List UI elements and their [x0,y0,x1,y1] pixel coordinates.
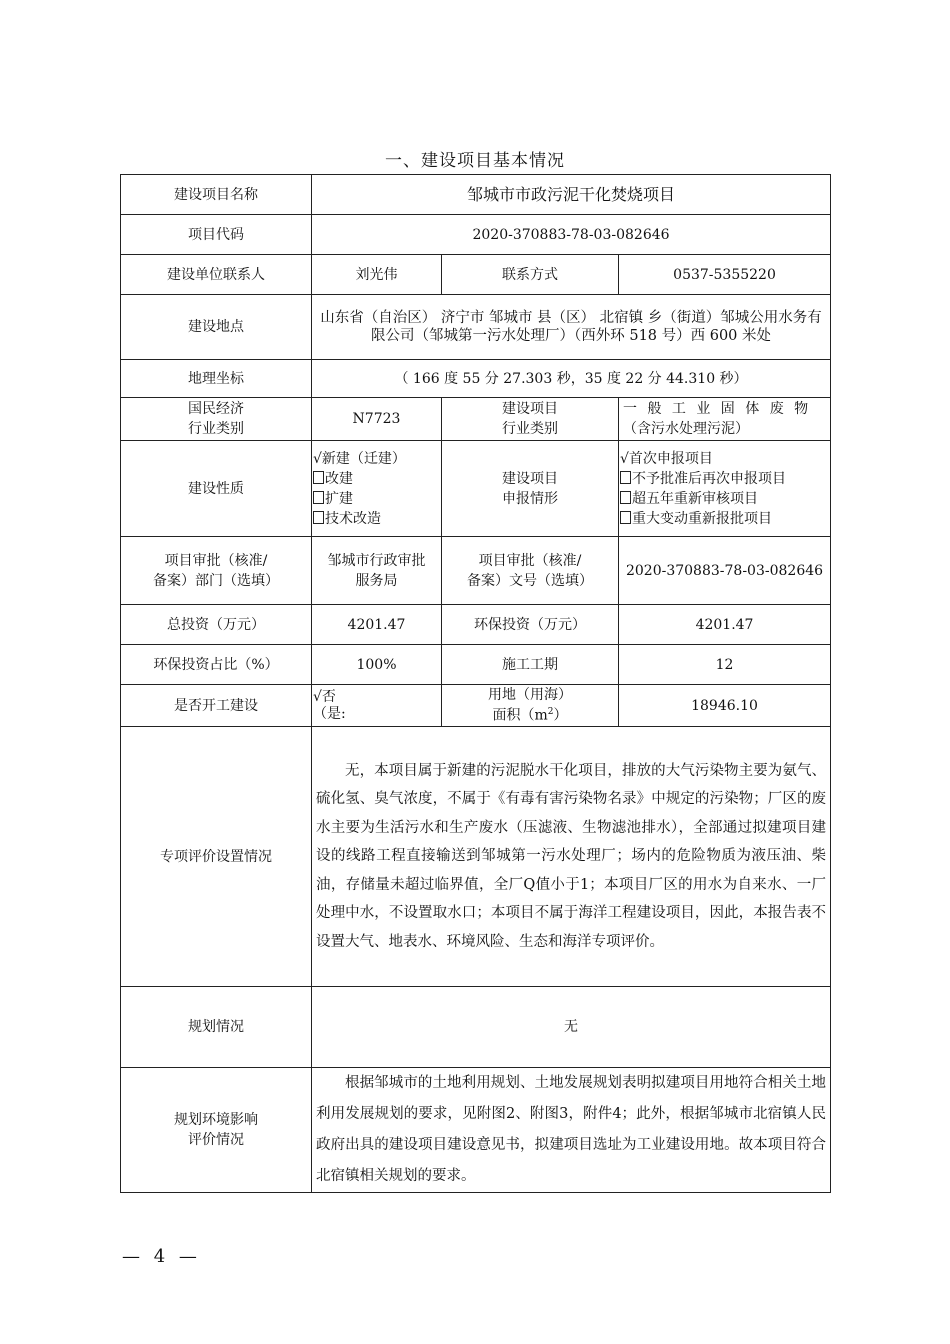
label-approval-dept [121,537,312,605]
option-redeclaration[interactable]: 不予批准后再次申报项目 [620,469,826,489]
value-special-eval: 无，本项目属于新建的污泥脱水干化项目，排放的大气污染物主要为氨气、硫化氢、臭气浓度，不属于《有毒有害污染物名录》中规定的污染物；厂区的废水主要为生活污水和生产废水（压滤液、生物滤池排水），全部通过拟建项目建设的线路工程直接输送到邹城第一污水处理厂；场内的危险物质为液压油、柴油，存储量未超过临界值，全厂Q值小于1；本项目厂区的用水为自来水、一厂处理中水，不设置取水口；本项目不属于海洋工程建设项目，因此，本报告表不设置大气、地表水、环境风险、生态和海洋专项评价。 [316,762,827,950]
label-location: 建设地点 [121,295,312,360]
row-investment [121,605,831,645]
row-project-name [121,175,831,215]
option-first-declaration[interactable]: √首次申报项目 [620,450,713,467]
checkbox-icon [620,511,631,524]
label-phone: 联系方式 [442,255,619,295]
row-planning [121,987,831,1068]
option-rebuild[interactable]: 改建 [313,469,437,489]
label-line: 评价情况 [188,1132,244,1148]
label-planning-eia [121,1068,312,1193]
option-five-year-review[interactable]: 超五年重新审核项目 [620,489,826,509]
label-line: 面积$(m^2)$ [492,706,568,724]
label-land-area [442,685,619,727]
row-industry [121,398,831,441]
label-approval-number [442,537,619,605]
value-planning: 无 [312,987,831,1068]
row-ratio [121,645,831,685]
value-line: 服务局 [355,572,398,589]
label-line: 建设项目 [502,401,558,417]
value-approval-dept [312,537,442,605]
label-special-eval: 专项评价设置情况 [121,727,312,987]
value-line: （含污水处理污泥） [623,421,749,437]
project-info-table [120,174,831,1193]
label-contact: 建设单位联系人 [121,255,312,295]
label-project-name: 建设项目名称 [121,175,312,215]
label-line: 规划环境影响 [174,1112,258,1128]
value-project-name: 邹城市市政污泥干化焚烧项目 [312,175,831,215]
value-project-industry [619,398,831,441]
value-location: 山东省（自治区） 济宁市 邹城市 县（区） 北宿镇 乡（街道）邹城公用水务有限公司（邹城第一污水处理厂）（西外环 518 号）西 600 米处 [312,295,831,360]
option-major-change[interactable]: 重大变动重新报批项目 [620,509,826,529]
label-project-industry [442,398,619,441]
option-tech-reform[interactable]: 技术改造 [313,509,437,529]
checkbox-icon [620,471,631,484]
value-env-investment: 4201.47 [619,605,831,645]
row-coordinates [121,360,831,398]
row-location [121,295,831,360]
value-total-investment: 4201.47 [312,605,442,645]
label-line: 项目审批（核准/ [478,552,582,569]
value-line: 一 般 工 业 固 体 废 物 [623,401,812,417]
label-nature: 建设性质 [121,441,312,537]
label-declaration [442,441,619,537]
label-construction-period: 施工工期 [442,645,619,685]
value-construction-period: 12 [619,645,831,685]
checkbox-icon [620,491,631,504]
label-started: 是否开工建设 [121,685,312,727]
value-approval-number: 2020-370883-78-03-082646 [619,537,831,605]
value-industry-code: N7723 [312,398,442,441]
option-new-build[interactable]: √新建（迁建） [313,450,406,467]
row-project-code [121,215,831,255]
label-line: 行业类别 [188,421,244,437]
value-started [312,685,442,727]
label-line: 备案）文号（选填） [467,572,593,589]
label-planning: 规划情况 [121,987,312,1068]
label-env-ratio: 环保投资占比（%） [121,645,312,685]
value-env-ratio: 100% [312,645,442,685]
row-nature [121,441,831,537]
value-line: 邹城市行政审批 [327,552,426,569]
page-number: — 4 — [122,1246,201,1267]
label-line: 备案）部门（选填） [153,572,279,589]
value-line: √否 [313,688,336,705]
checkbox-icon [313,471,324,484]
label-project-code: 项目代码 [121,215,312,255]
checkbox-icon [313,491,324,504]
row-special-eval [121,727,831,987]
nature-options [312,441,442,537]
checkmark-icon: √ [620,450,629,467]
label-line: 用地（用海） [488,686,572,703]
value-coordinates: （ 166 度 55 分 27.303 秒，35 度 22 分 44.310 秒） [312,360,831,398]
value-line: （是: [313,705,346,722]
label-line: 国民经济 [188,401,244,417]
label-coordinates: 地理坐标 [121,360,312,398]
checkbox-icon [313,511,324,524]
label-line: 项目审批（核准/ [164,552,268,569]
declaration-options [619,441,831,537]
value-land-area: 18946.10 [619,685,831,727]
row-approval [121,537,831,605]
label-line: 建设项目 [502,470,558,487]
label-env-investment: 环保投资（万元） [442,605,619,645]
row-contact [121,255,831,295]
label-national-industry [121,398,312,441]
label-total-investment: 总投资（万元） [121,605,312,645]
value-phone: 0537-5355220 [619,255,831,295]
label-line: 行业类别 [502,421,558,437]
checkmark-icon: √ [313,450,322,467]
value-planning-eia-cell [312,1068,831,1193]
section-title: 一、建设项目基本情况 [385,151,565,171]
value-special-eval-cell [312,727,831,987]
label-line: 申报情形 [502,490,558,507]
value-planning-eia: 根据邹城市的土地利用规划、土地发展规划表明拟建项目用地符合相关土地利用发展规划的要求，见附图2、附图3，附件4；此外，根据邹城市北宿镇人民政府出具的建设项目建设意见书，拟建项目选址为工业建设用地。故本项目符合北宿镇相关规划的要求。 [316,1075,827,1184]
row-planning-eia [121,1068,831,1193]
option-expand[interactable]: 扩建 [313,489,437,509]
row-started [121,685,831,727]
value-contact: 刘光伟 [312,255,442,295]
value-project-code: 2020-370883-78-03-082646 [312,215,831,255]
